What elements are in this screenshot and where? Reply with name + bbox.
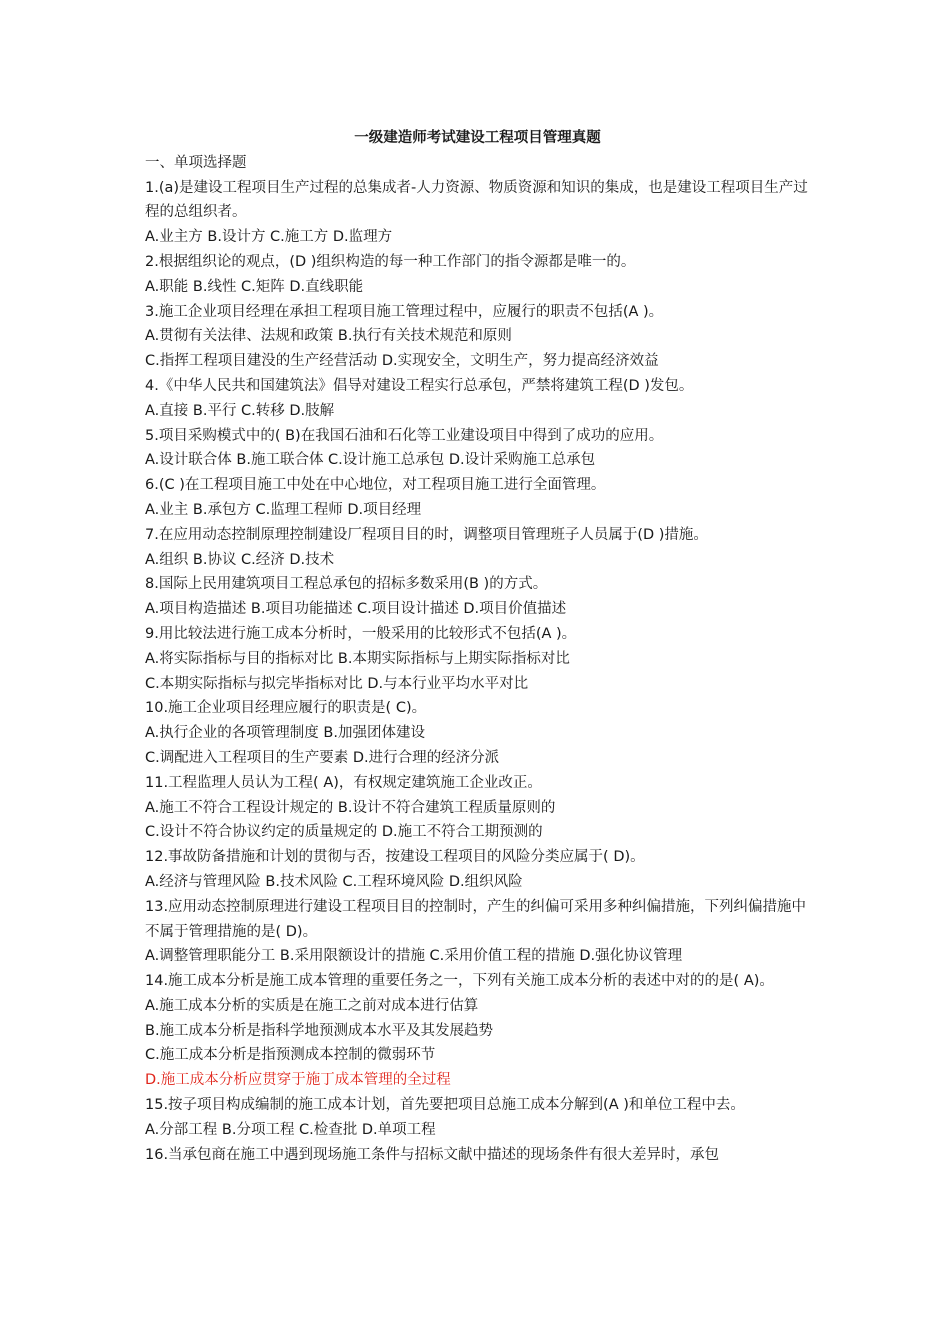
text-line: A.执行企业的各项管理制度 B.加强团体建设: [145, 725, 425, 742]
document-title: 一级建造师考试建设工程项目管理真题: [354, 130, 601, 146]
text-line: 14.施工成本分析是施工成本管理的重要任务之一，下列有关施工成本分析的表述中对的的是( A)。: [145, 973, 774, 990]
text-line: A.职能 B.线性 C.矩阵 D.直线职能: [145, 278, 364, 295]
text-line: 15.按子项目构成编制的施工成本计划，首先要把项目总施工成本分解到(A )和单位工程中去。: [145, 1097, 745, 1114]
text-line: 2.根据组织论的观点，(D )组织构造的每一种工作部门的指令源都是唯一的。: [145, 253, 636, 270]
text-line: C.设计不符合协议约定的质量规定的 D.施工不符合工期预测的: [145, 824, 543, 841]
document-body: [145, 126, 810, 1167]
text-line: A.将实际指标与目的指标对比 B.本期实际指标与上期实际指标对比: [145, 650, 570, 667]
text-line: A.组织 B.协议 C.经济 D.技术: [145, 551, 335, 568]
text-line: B.施工成本分析是指科学地预测成本水平及其发展趋势: [145, 1022, 494, 1039]
text-line: 4.《中华人民共和国建筑法》倡导对建设工程实行总承包，严禁将建筑工程(D )发包。: [145, 377, 694, 394]
text-line: 3.施工企业项目经理在承担工程项目施工管理过程中，应履行的职责不包括(A )。: [145, 303, 664, 320]
text-line: A.分部工程 B.分项工程 C.检查批 D.单项工程: [145, 1121, 436, 1138]
text-line: A.业主 B.承包方 C.监理工程师 D.项目经理: [145, 501, 422, 518]
text-line: 9.用比较法进行施工成本分析时，一般采用的比较形式不包括(A )。: [145, 625, 577, 642]
text-line: C.指挥工程项目建没的生产经营活动 D.实现安全，文明生产，努力提高经济效益: [145, 353, 659, 370]
text-line: 5.项目采购模式中的( B)在我国石油和石化等工业建设项目中得到了成功的应用。: [145, 427, 664, 444]
text-line: C.调配进入工程项目的生产要素 D.进行合理的经济分派: [145, 749, 500, 766]
text-line: A.调整管理职能分工 B.采用限额设计的措施 C.采用价值工程的措施 D.强化协议管理: [145, 948, 683, 965]
text-line: A.经济与管理风险 B.技术风险 C.工程环境风险 D.组织风险: [145, 873, 523, 890]
text-line: 6.(C )在工程项目施工中处在中心地位，对工程项目施工进行全面管理。: [145, 477, 606, 494]
text-line: C.本期实际指标与拟完毕指标对比 D.与本行业平均水平对比: [145, 675, 529, 692]
text-line: C.施工成本分析是指预测成本控制的微弱环节: [145, 1047, 436, 1064]
text-line: 1.(a)是建设工程项目生产过程的总集成者-人力资源、物质资源和知识的集成，也是建设工程项目生产过程的总组织者。: [145, 179, 808, 221]
text-line: 8.国际上民用建筑项目工程总承包的招标多数采用(B )的方式。: [145, 576, 548, 593]
text-line: A.项目构造描述 B.项目功能描述 C.项目设计描述 D.项目价值描述: [145, 601, 567, 618]
text-line: 16.当承包商在施工中遇到现场施工条件与招标文献中描述的现场条件有很大差异时，承包: [145, 1146, 720, 1163]
text-line: 10.施工企业项目经理应履行的职责是( C)。: [145, 700, 427, 717]
text-line: 12.事故防备措施和计划的贯彻与否，按建设工程项目的风险分类应属于( D)。: [145, 849, 645, 866]
text-line: 7.在应用动态控制原理控制建设厂程项目目的时，调整项目管理班子人员属于(D )措施。: [145, 526, 708, 543]
text-line: A.贯彻有关法律、法规和政策 B.执行有关技术规范和原则: [145, 328, 512, 345]
text-line: A.施工成本分析的实质是在施工之前对成本进行估算: [145, 997, 479, 1014]
text-line: 11.工程监理人员认为工程( A)，有权规定建筑施工企业改正。: [145, 774, 542, 791]
text-line: A.直接 B.平行 C.转移 D.肢解: [145, 402, 335, 419]
text-line: A.施工不符合工程设计规定的 B.设计不符合建筑工程质量原则的: [145, 799, 556, 816]
section-heading: 一、单项选择题: [145, 154, 247, 171]
text-line: A.业主方 B.设计方 C.施工方 D.监理方: [145, 229, 393, 246]
text-line: 13.应用动态控制原理进行建设工程项目目的控制时，产生的纠偏可采用多种纠偏措施，下列纠偏措施中不属于管理措施的是( D)。: [145, 898, 807, 940]
question-list: [145, 151, 810, 1168]
text-line: A.设计联合体 B.施工联合体 C.设计施工总承包 D.设计采购施工总承包: [145, 452, 596, 469]
text-line: D.施工成本分析应贯穿于施丁成本管理的全过程: [145, 1072, 451, 1089]
